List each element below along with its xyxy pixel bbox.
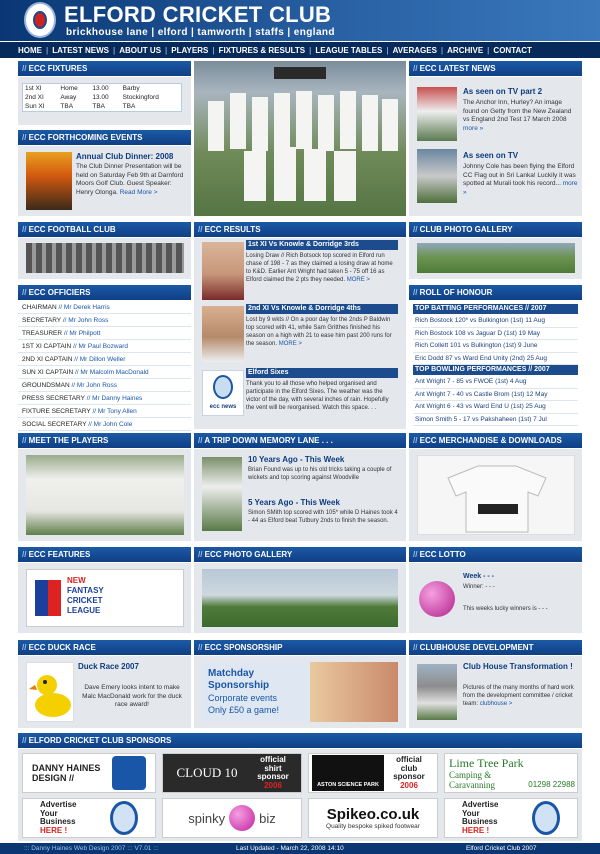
latest-news-header: // ECC LATEST NEWS	[409, 61, 582, 76]
duck-title[interactable]: Duck Race 2007	[78, 662, 139, 671]
clubhouse-header: // CLUBHOUSE DEVELOPMENT	[409, 640, 582, 655]
news-text-1: The Anchor Inn, Hurley? An image found on Getty from the New Zealand vs England 2nd Test 17 March 2008 more »	[463, 99, 572, 132]
event-photo[interactable]	[26, 152, 72, 210]
football-header: // ECC FOOTBALL CLUB	[18, 222, 191, 237]
result-photo-1[interactable]	[202, 242, 244, 300]
nav-archive[interactable]: ARCHIVE	[447, 45, 484, 55]
fantasy-league-banner[interactable]	[26, 569, 184, 627]
memory-text-2: Simon SMith top scored with 105* while D Haines took 4 - 44 as Elford beat Tutbury 2nds to finish the season.	[248, 510, 398, 524]
duck-header: // ECC DUCK RACE	[18, 640, 191, 655]
results-header: // ECC RESULTS	[194, 222, 406, 237]
list-item[interactable]: Eric Dodd 87 vs Ward End Unity (2nd) 25 Aug	[413, 353, 578, 366]
news-photo-2[interactable]	[417, 149, 457, 203]
sponsor-spikeo[interactable]: Spikeo.co.uk Quality bespoke spiked footwear	[308, 798, 438, 838]
nav-averages[interactable]: AVERAGES	[392, 45, 437, 55]
officer-row: SUN XI CAPTAIN // Mr Malcolm MacDonald	[18, 366, 191, 379]
results-panel	[194, 238, 406, 429]
fixtures-header: // ECC FIXTURES	[18, 61, 191, 76]
gallery-panel	[409, 238, 582, 279]
shirt-icon	[418, 456, 576, 536]
officer-row: PRESS SECRETARY // Mr Danny Haines	[18, 392, 191, 405]
duck-text: Dave Emery looks intent to make Malc MacDonald work for the duck race award!	[82, 684, 182, 708]
team-photo[interactable]	[194, 61, 406, 216]
result-title-2[interactable]: 2nd XI Vs Knowle & Dorridge 4ths	[246, 304, 398, 314]
list-item[interactable]: Ant Wright 7 - 40 vs Castle Brom (1st) 12 May	[413, 389, 578, 402]
nav-about-us[interactable]: ABOUT US	[119, 45, 162, 55]
gallery-header: // CLUB PHOTO GALLERY	[409, 222, 582, 237]
table-row[interactable]: Sun XI TBA TBA TBA	[25, 103, 136, 110]
nav-league-tables[interactable]: LEAGUE TABLES	[315, 45, 383, 55]
clubhouse-text: Pictures of the many months of hard work from the development committee / cricket team: clubhouse >	[463, 685, 574, 707]
result-text-2: Lost by 9 wkts // On a poor day for the 2nds P Baldwin top scored with 41, while Sam Gritthes finished his season on a high with 21 to ease him past 200 runs for the season. MORE >	[246, 317, 392, 347]
event-text: The Club Dinner Presentation will be held on Saturday Feb 9th at Darnford Moors Golf Club. Guest Speaker: Henry Olonga. Read More >	[76, 163, 184, 196]
club-crest-icon	[110, 801, 138, 835]
news-more-link-1[interactable]: more	[463, 124, 478, 132]
club-crest-icon	[532, 801, 560, 835]
sponsor-lime-tree-park[interactable]: Lime Tree Park Camping & Caravanning 01298 22988	[444, 753, 578, 793]
result-photo-2[interactable]	[202, 306, 244, 362]
latest-news-panel	[409, 77, 582, 216]
news-more-link-2[interactable]: more	[562, 180, 578, 187]
footer	[0, 843, 600, 854]
news-title-2[interactable]: As seen on TV	[463, 151, 519, 160]
lotto-header: // ECC LOTTO	[409, 547, 582, 562]
table-row[interactable]: 2nd XI Away 13.00 Stockingford	[25, 94, 159, 101]
nav-contact[interactable]: CONTACT	[493, 45, 532, 55]
club-sponsor-label: official club sponsor 2006	[393, 755, 425, 790]
footer-updated: Last Updated - March 22, 2008 14:10	[236, 845, 344, 852]
spinky-ball-icon	[229, 805, 255, 831]
memory-title-2[interactable]: 5 Years Ago - This Week	[248, 498, 340, 507]
nav-latest-news[interactable]: LATEST NEWS	[52, 45, 109, 55]
gallery-photo[interactable]	[417, 243, 575, 273]
news-text-2: Johnny Cole has been flying the Elford CC Flag out in Sri Lanka! Luckily it was spotted at Murali took his record... more »	[463, 163, 578, 196]
lotto-ball-icon	[419, 581, 455, 617]
officer-row: GROUNDSMAN // Mr John Ross	[18, 379, 191, 392]
bowling-title: TOP BOWLING PERFORMANCES // 2007	[413, 365, 578, 375]
ecc-news-logo[interactable]	[202, 370, 244, 416]
merch-panel	[409, 449, 582, 541]
lotto-winner: Winner: - - -	[463, 584, 495, 590]
officer-row: TREASURER // Mr Philpott	[18, 327, 191, 340]
event-title[interactable]: Annual Club Dinner: 2008	[76, 152, 174, 161]
duck-photo[interactable]	[26, 662, 74, 722]
table-row[interactable]: 1st XI Home 13.00 Barby	[25, 85, 140, 92]
roll-panel	[409, 301, 582, 429]
football-panel	[18, 238, 191, 279]
clubhouse-link[interactable]: clubhouse >	[479, 701, 513, 707]
result-title-1[interactable]: 1st XI Vs Knowle & Dorridge 3rds	[246, 240, 398, 250]
sponsorship-header: // ECC SPONSORSHIP	[194, 640, 406, 655]
clubhouse-photo[interactable]	[417, 664, 457, 720]
features-panel	[18, 563, 191, 633]
memory-text-1: Brian Found was up to his old tricks taking a couple of wickets and top scoring against Woodville	[248, 467, 392, 481]
shirt-sponsor-label: official shirt sponsor 2006	[257, 755, 289, 790]
officer-row: 2ND XI CAPTAIN // Mr Dillon Weller	[18, 353, 191, 366]
forthcoming-panel	[18, 146, 191, 216]
list-item[interactable]: Rich Bostock 120* vs Bulkington (1st) 11 Aug	[413, 315, 578, 328]
nav-players[interactable]: PLAYERS	[171, 45, 209, 55]
officer-row: 1ST XI CAPTAIN // Mr Paul Bozward	[18, 340, 191, 353]
roll-header: // ROLL OF HONOUR	[409, 285, 582, 300]
result-title-3[interactable]: Elford Sixes	[246, 368, 398, 378]
football-photo[interactable]	[26, 243, 184, 273]
list-item[interactable]: Rich Bostock 108 vs Jaguar D (1st) 19 May	[413, 328, 578, 341]
lotto-text: This weeks lucky winners is - - -	[463, 606, 548, 612]
forthcoming-header: // ECC FORTHCOMING EVENTS	[18, 130, 191, 145]
lotto-panel	[409, 563, 582, 633]
sponsors-header: // ELFORD CRICKET CLUB SPONSORS	[18, 733, 582, 748]
advertise-slot-2[interactable]: Advertise Your Business HERE !	[444, 798, 578, 838]
meet-header: // MEET THE PLAYERS	[18, 433, 191, 448]
nav-fixtures-results[interactable]: FIXTURES & RESULTS	[218, 45, 306, 55]
fixtures-table	[22, 83, 182, 112]
sponsorship-banner[interactable]	[202, 662, 398, 722]
main-nav: HOME | LATEST NEWS | ABOUT US | PLAYERS | FIXTURES & RESULTS | LEAGUE TABLES | AVERAGES | ARCHIVE | CONTACT	[0, 42, 600, 58]
site-subtitle: brickhouse lane | elford | tamworth | staffs | england	[66, 27, 335, 38]
list-item[interactable]: Rich Collett 101 vs Bulkington (1st) 9 June	[413, 340, 578, 353]
memory-header: // A TRIP DOWN MEMORY LANE . . .	[194, 433, 406, 448]
memory-panel	[194, 449, 406, 541]
read-more-link[interactable]: Read More >	[119, 188, 158, 196]
lotto-week: Week - - -	[463, 573, 494, 580]
crest-icon	[213, 375, 233, 399]
fantasy-text: NEW FANTASY CRICKET LEAGUE	[67, 576, 104, 615]
site-title: ELFORD CRICKET CLUB	[64, 2, 332, 27]
features-header: // ECC FEATURES	[18, 547, 191, 562]
fixtures-panel	[18, 77, 191, 125]
officer-row: CHAIRMAN // Mr Derek Harris	[18, 301, 191, 314]
sponsor-cloud10[interactable]: CLOUD 10 official shirt sponsor 2006	[162, 753, 302, 793]
result-more-link-2[interactable]: MORE >	[278, 341, 302, 347]
footer-copyright: Elford Cricket Club 2007	[466, 845, 537, 852]
list-item[interactable]: Simon Smith 5 - 17 vs Pakshaheen (1st) 7 Jul	[413, 414, 578, 427]
photo-gallery-panel	[194, 563, 406, 633]
club-crest-logo[interactable]	[24, 2, 56, 38]
sponsor-danny-haines[interactable]: DANNY HAINES DESIGN //	[22, 753, 156, 793]
rubber-duck-icon	[27, 663, 75, 723]
memory-photo[interactable]	[202, 457, 242, 531]
meet-panel	[18, 449, 191, 541]
officers-header: // ECC OFFICIERS	[18, 285, 191, 300]
duck-panel	[18, 656, 191, 728]
sponsorship-panel	[194, 656, 406, 728]
merch-header: // ECC MERCHANDISE & DOWNLOADS	[409, 433, 582, 448]
news-title-1[interactable]: As seen on TV part 2	[463, 87, 543, 96]
sponsor-aston[interactable]: ASTON SCIENCE PARK official club sponsor 2006	[308, 753, 438, 793]
news-photo-1[interactable]	[417, 87, 457, 141]
sponsorship-text: Matchday Sponsorship Corporate events Only £50 a game!	[208, 668, 280, 715]
batting-title: TOP BATTING PERFORMANCES // 2007	[413, 304, 578, 314]
officer-row: SECRETARY // Mr John Ross	[18, 314, 191, 327]
fantasy-logo-icon	[35, 580, 61, 616]
memory-title-1[interactable]: 10 Years Ago - This Week	[248, 455, 345, 464]
list-item[interactable]: Ant Wright 7 - 85 vs FWOE (1st) 4 Aug	[413, 376, 578, 389]
footer-credit[interactable]: ::: Danny Haines Web Design 2007 ::: V7.01 :::	[24, 845, 159, 852]
result-text-1: Losing Draw // Rich Botsock top scored in Elford run chase of 198 - 7 as they claimed a losing draw at home to K&D. Earlier Ant Wright had taken 5 - 75 off 16 as Elford claimed the 2 pts they needed. MORE >	[246, 253, 393, 283]
clubhouse-panel	[409, 656, 582, 728]
clubhouse-title[interactable]: Club House Transformation !	[463, 662, 573, 671]
shirt-photo[interactable]	[417, 455, 575, 535]
ground-photo[interactable]	[202, 569, 398, 627]
team-photo-figures	[194, 61, 406, 216]
result-more-link-1[interactable]: MORE >	[346, 277, 370, 283]
players-photo[interactable]	[26, 455, 184, 535]
list-item[interactable]: Ant Wright 6 - 43 vs Ward End U (1st) 25 Aug	[413, 401, 578, 414]
ecc-news-label: ecc news	[209, 404, 237, 410]
result-text-3: Thank you to all those who helped organised and participate in the Elford Sixes. The weather was the victor of the day, with several inches of rain. Hopefully the vent will be reorganised. Watch this space. . .	[246, 381, 389, 411]
officer-row: SOCIAL SECRETARY // Mr John Cole	[18, 418, 191, 431]
officer-row: FIXTURE SECRETARY // Mr Tony Allen	[18, 405, 191, 418]
danny-eagle-icon	[112, 756, 146, 790]
sponsor-spinky[interactable]: spinky biz	[162, 798, 302, 838]
nav-home[interactable]: HOME	[18, 45, 42, 55]
officers-panel	[18, 301, 191, 429]
photo-gallery-header: // ECC PHOTO GALLERY	[194, 547, 406, 562]
advertise-slot-1[interactable]: Advertise Your Business HERE !	[22, 798, 156, 838]
